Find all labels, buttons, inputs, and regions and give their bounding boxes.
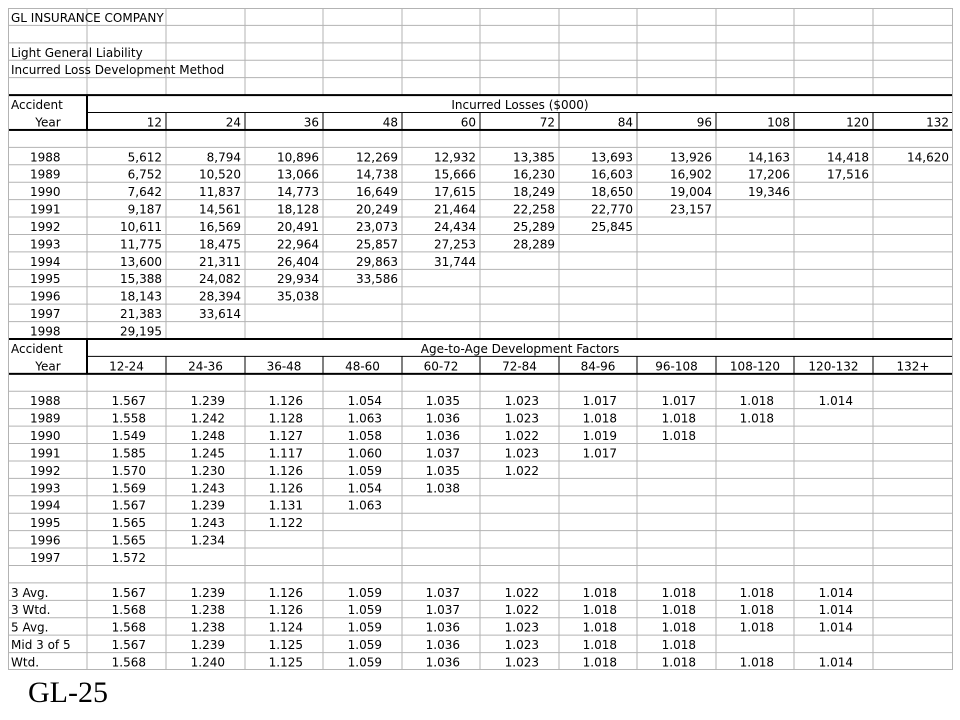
factors-cell: 1.023 xyxy=(504,411,539,426)
losses-cell: 17,516 xyxy=(827,167,869,182)
factors-cell: 1.245 xyxy=(190,446,225,461)
losses-cell: 24,082 xyxy=(199,272,241,287)
factors-cell: 1.239 xyxy=(190,394,225,409)
factors-cell: 1.243 xyxy=(190,481,225,496)
losses-cell: 14,773 xyxy=(277,185,319,200)
factors-cell: 1.018 xyxy=(661,411,696,426)
factors-row-year: 1990 xyxy=(30,429,61,444)
average-row-label: 3 Avg. xyxy=(11,585,49,600)
factors-cell: 1.036 xyxy=(425,411,460,426)
factors-cell: 1.017 xyxy=(582,446,617,461)
losses-cell: 14,418 xyxy=(827,150,869,165)
losses-cell: 31,744 xyxy=(434,254,476,269)
losses-cell: 29,195 xyxy=(120,324,162,339)
factors-cell: 1.017 xyxy=(582,394,617,409)
factors-interval-header: 72-84 xyxy=(502,359,537,374)
average-cell: 1.023 xyxy=(504,655,539,670)
factors-cell: 1.234 xyxy=(190,533,225,548)
losses-cell: 11,775 xyxy=(120,237,162,252)
factors-cell: 1.022 xyxy=(504,463,539,478)
losses-cell: 13,066 xyxy=(277,167,319,182)
factors-cell: 1.063 xyxy=(347,411,382,426)
factors-cell: 1.230 xyxy=(190,463,225,478)
losses-row-year: 1990 xyxy=(30,185,61,200)
factors-cell: 1.060 xyxy=(347,446,382,461)
average-cell: 1.567 xyxy=(111,638,146,653)
average-row-label: 5 Avg. xyxy=(11,620,49,635)
losses-cell: 25,845 xyxy=(591,219,633,234)
losses-age-header: 60 xyxy=(460,115,476,130)
average-row-label: Wtd. xyxy=(11,655,40,670)
losses-cell: 25,289 xyxy=(513,219,555,234)
losses-cell: 16,230 xyxy=(513,167,555,182)
losses-cell: 14,561 xyxy=(199,202,241,217)
sheet-title: GL INSURANCE COMPANY xyxy=(11,10,164,25)
factors-cell: 1.569 xyxy=(111,481,146,496)
factors-cell: 1.022 xyxy=(504,429,539,444)
factors-interval-header: 84-96 xyxy=(580,359,616,374)
losses-cell: 18,128 xyxy=(277,202,319,217)
sheet-method-line: Incurred Loss Development Method xyxy=(11,63,225,78)
losses-cell: 20,249 xyxy=(356,202,398,217)
losses-row-year: 1998 xyxy=(30,324,61,339)
factors-cell: 1.054 xyxy=(347,481,382,496)
losses-cell: 14,163 xyxy=(748,150,790,165)
factors-cell: 1.117 xyxy=(268,446,303,461)
average-cell: 1.238 xyxy=(190,603,225,618)
average-cell: 1.022 xyxy=(504,585,539,600)
losses-cell: 25,857 xyxy=(356,237,398,252)
losses-cell: 14,738 xyxy=(356,167,398,182)
average-row-label: Mid 3 of 5 xyxy=(11,638,71,653)
losses-cell: 11,837 xyxy=(199,185,241,200)
average-cell: 1.037 xyxy=(425,603,460,618)
factors-row-year: 1988 xyxy=(30,394,61,409)
average-cell: 1.059 xyxy=(347,585,382,600)
losses-cell: 29,863 xyxy=(356,254,398,269)
losses-cell: 15,388 xyxy=(120,272,162,287)
average-cell: 1.018 xyxy=(582,603,617,618)
losses-cell: 6,752 xyxy=(127,167,162,182)
losses-cell: 13,385 xyxy=(513,150,555,165)
factors-interval-header: 24-36 xyxy=(188,359,223,374)
average-cell: 1.239 xyxy=(190,585,225,600)
factors-cell: 1.122 xyxy=(268,516,303,531)
losses-cell: 35,038 xyxy=(277,289,319,304)
losses-row-year: 1994 xyxy=(30,254,61,269)
factors-cell: 1.059 xyxy=(347,463,382,478)
losses-row-year: 1995 xyxy=(30,272,61,287)
losses-cell: 22,770 xyxy=(591,202,633,217)
average-cell: 1.014 xyxy=(818,620,853,635)
average-cell: 1.239 xyxy=(190,638,225,653)
losses-cell: 15,666 xyxy=(434,167,476,182)
losses-cell: 18,475 xyxy=(199,237,241,252)
losses-cell: 13,926 xyxy=(670,150,712,165)
slide-label: GL-25 xyxy=(28,676,108,709)
losses-cell: 13,693 xyxy=(591,150,633,165)
losses-cell: 21,311 xyxy=(199,254,241,269)
factors-row-year: 1989 xyxy=(30,411,61,426)
losses-cell: 24,434 xyxy=(434,219,476,234)
factors-row-year: 1991 xyxy=(30,446,61,461)
average-cell: 1.238 xyxy=(190,620,225,635)
factors-cell: 1.014 xyxy=(818,394,853,409)
factors-cell: 1.239 xyxy=(190,498,225,513)
losses-cell: 22,258 xyxy=(513,202,555,217)
losses-row-year: 1989 xyxy=(30,167,61,182)
factors-cell: 1.565 xyxy=(111,516,146,531)
losses-cell: 19,346 xyxy=(748,185,790,200)
losses-row-year: 1992 xyxy=(30,219,61,234)
losses-row-year: 1996 xyxy=(30,289,61,304)
factors-cell: 1.558 xyxy=(111,411,146,426)
factors-interval-header: 48-60 xyxy=(345,359,380,374)
average-cell: 1.018 xyxy=(582,655,617,670)
factors-cell: 1.567 xyxy=(111,498,146,513)
losses-cell: 7,642 xyxy=(127,185,162,200)
losses-cell: 14,620 xyxy=(907,150,949,165)
losses-cell: 18,249 xyxy=(513,185,555,200)
losses-cell: 28,289 xyxy=(513,237,555,252)
factors-cell: 1.126 xyxy=(268,463,303,478)
factors-interval-header: 96-108 xyxy=(655,359,698,374)
factors-cell: 1.570 xyxy=(111,463,146,478)
losses-cell: 12,932 xyxy=(434,150,476,165)
losses-cell: 10,520 xyxy=(199,167,241,182)
factors-row-year: 1993 xyxy=(30,481,61,496)
factors-cell: 1.126 xyxy=(268,394,303,409)
losses-cell: 33,586 xyxy=(356,272,398,287)
average-cell: 1.126 xyxy=(268,603,303,618)
average-cell: 1.568 xyxy=(111,603,146,618)
factors-cell: 1.572 xyxy=(111,550,146,565)
factors-year-label: Year xyxy=(35,359,61,374)
factors-header: Age-to-Age Development Factors xyxy=(420,341,620,356)
sheet-subtitle-line: Light General Liability xyxy=(11,45,143,60)
losses-cell: 18,650 xyxy=(591,185,633,200)
losses-cell: 18,143 xyxy=(120,289,162,304)
average-cell: 1.125 xyxy=(268,655,303,670)
average-cell: 1.036 xyxy=(425,638,460,653)
losses-age-header: 120 xyxy=(846,115,869,130)
factors-cell: 1.567 xyxy=(111,394,146,409)
average-cell: 1.018 xyxy=(582,638,617,653)
average-cell: 1.018 xyxy=(582,585,617,600)
losses-cell: 16,569 xyxy=(199,219,241,234)
factors-interval-header: 132+ xyxy=(896,359,930,374)
losses-cell: 33,614 xyxy=(199,307,241,322)
factors-cell: 1.018 xyxy=(739,394,774,409)
losses-row-year: 1993 xyxy=(30,237,61,252)
factors-cell: 1.131 xyxy=(268,498,303,513)
losses-age-header: 108 xyxy=(767,115,790,130)
losses-cell: 22,964 xyxy=(277,237,319,252)
losses-cell: 10,896 xyxy=(277,150,319,165)
factors-cell: 1.018 xyxy=(582,411,617,426)
factors-cell: 1.018 xyxy=(739,411,774,426)
losses-age-header: 96 xyxy=(696,115,712,130)
losses-cell: 16,603 xyxy=(591,167,633,182)
factors-interval-header: 120-132 xyxy=(808,359,859,374)
losses-year-label: Year xyxy=(35,115,61,130)
spreadsheet xyxy=(8,8,953,670)
average-cell: 1.018 xyxy=(661,655,696,670)
average-cell: 1.014 xyxy=(818,585,853,600)
losses-age-header: 36 xyxy=(303,115,319,130)
losses-cell: 21,383 xyxy=(120,307,162,322)
average-cell: 1.037 xyxy=(425,585,460,600)
losses-cell: 9,187 xyxy=(127,202,162,217)
factors-cell: 1.128 xyxy=(268,411,303,426)
factors-interval-header: 36-48 xyxy=(266,359,302,374)
factors-row-year: 1994 xyxy=(30,498,61,513)
losses-cell: 28,394 xyxy=(199,289,241,304)
average-cell: 1.240 xyxy=(190,655,225,670)
average-cell: 1.018 xyxy=(582,620,617,635)
spreadsheet-grid xyxy=(8,8,953,670)
factors-interval-header: 108-120 xyxy=(729,359,781,374)
losses-cell: 16,649 xyxy=(356,185,398,200)
factors-cell: 1.549 xyxy=(111,429,146,444)
average-cell: 1.036 xyxy=(425,620,460,635)
losses-row-year: 1997 xyxy=(30,307,61,322)
factors-cell: 1.018 xyxy=(661,429,696,444)
average-cell: 1.568 xyxy=(111,620,146,635)
average-cell: 1.124 xyxy=(268,620,303,635)
losses-row-year: 1988 xyxy=(30,150,61,165)
losses-header: Incurred Losses ($000) xyxy=(451,98,589,113)
losses-age-header: 24 xyxy=(225,115,241,130)
average-cell: 1.018 xyxy=(661,603,696,618)
factors-cell: 1.126 xyxy=(268,481,303,496)
average-cell: 1.018 xyxy=(661,620,696,635)
factors-cell: 1.036 xyxy=(425,429,460,444)
losses-age-header: 48 xyxy=(382,115,398,130)
average-cell: 1.018 xyxy=(661,638,696,653)
factors-cell: 1.127 xyxy=(268,429,303,444)
factors-cell: 1.585 xyxy=(111,446,146,461)
average-cell: 1.023 xyxy=(504,638,539,653)
losses-cell: 21,464 xyxy=(434,202,476,217)
average-cell: 1.018 xyxy=(739,585,774,600)
average-cell: 1.126 xyxy=(268,585,303,600)
average-row-label: 3 Wtd. xyxy=(11,603,51,618)
losses-cell: 27,253 xyxy=(434,237,476,252)
losses-cell: 5,612 xyxy=(127,150,162,165)
factors-row-year: 1995 xyxy=(30,516,61,531)
factors-cell: 1.023 xyxy=(504,394,539,409)
factors-cell: 1.565 xyxy=(111,533,146,548)
factors-cell: 1.019 xyxy=(582,429,617,444)
factors-cell: 1.058 xyxy=(347,429,382,444)
losses-cell: 12,269 xyxy=(356,150,398,165)
losses-accident-label: Accident xyxy=(11,98,63,113)
average-cell: 1.568 xyxy=(111,655,146,670)
losses-age-header: 72 xyxy=(539,115,555,130)
factors-cell: 1.035 xyxy=(425,394,460,409)
factors-row-year: 1997 xyxy=(30,550,61,565)
average-cell: 1.036 xyxy=(425,655,460,670)
average-cell: 1.018 xyxy=(739,655,774,670)
factors-cell: 1.054 xyxy=(347,394,382,409)
average-cell: 1.014 xyxy=(818,603,853,618)
average-cell: 1.023 xyxy=(504,620,539,635)
losses-cell: 10,611 xyxy=(120,219,162,234)
losses-cell: 16,902 xyxy=(670,167,712,182)
average-cell: 1.018 xyxy=(739,620,774,635)
losses-cell: 23,073 xyxy=(356,219,398,234)
factors-cell: 1.063 xyxy=(347,498,382,513)
factors-row-year: 1992 xyxy=(30,463,61,478)
losses-age-header: 132 xyxy=(926,115,949,130)
factors-interval-header: 12-24 xyxy=(109,359,144,374)
average-cell: 1.059 xyxy=(347,655,382,670)
average-cell: 1.018 xyxy=(739,603,774,618)
factors-cell: 1.035 xyxy=(425,463,460,478)
losses-cell: 17,206 xyxy=(748,167,790,182)
losses-age-header: 12 xyxy=(146,115,162,130)
average-cell: 1.125 xyxy=(268,638,303,653)
average-cell: 1.022 xyxy=(504,603,539,618)
losses-cell: 20,491 xyxy=(277,219,319,234)
losses-cell: 13,600 xyxy=(120,254,162,269)
factors-cell: 1.243 xyxy=(190,516,225,531)
average-cell: 1.059 xyxy=(347,638,382,653)
average-cell: 1.018 xyxy=(661,585,696,600)
factors-interval-header: 60-72 xyxy=(423,359,459,374)
average-cell: 1.059 xyxy=(347,603,382,618)
losses-cell: 8,794 xyxy=(206,150,241,165)
factors-cell: 1.037 xyxy=(425,446,460,461)
factors-cell: 1.023 xyxy=(504,446,539,461)
factors-cell: 1.248 xyxy=(190,429,225,444)
losses-cell: 23,157 xyxy=(670,202,712,217)
factors-cell: 1.017 xyxy=(661,394,696,409)
losses-cell: 19,004 xyxy=(670,185,712,200)
average-cell: 1.567 xyxy=(111,585,146,600)
losses-cell: 29,934 xyxy=(277,272,319,287)
losses-cell: 17,615 xyxy=(434,185,476,200)
losses-age-header: 84 xyxy=(617,115,633,130)
factors-cell: 1.038 xyxy=(425,481,460,496)
factors-row-year: 1996 xyxy=(30,533,61,548)
average-cell: 1.014 xyxy=(818,655,853,670)
average-cell: 1.059 xyxy=(347,620,382,635)
factors-cell: 1.242 xyxy=(190,411,225,426)
losses-cell: 26,404 xyxy=(277,254,319,269)
factors-accident-label: Accident xyxy=(11,341,63,356)
losses-row-year: 1991 xyxy=(30,202,61,217)
